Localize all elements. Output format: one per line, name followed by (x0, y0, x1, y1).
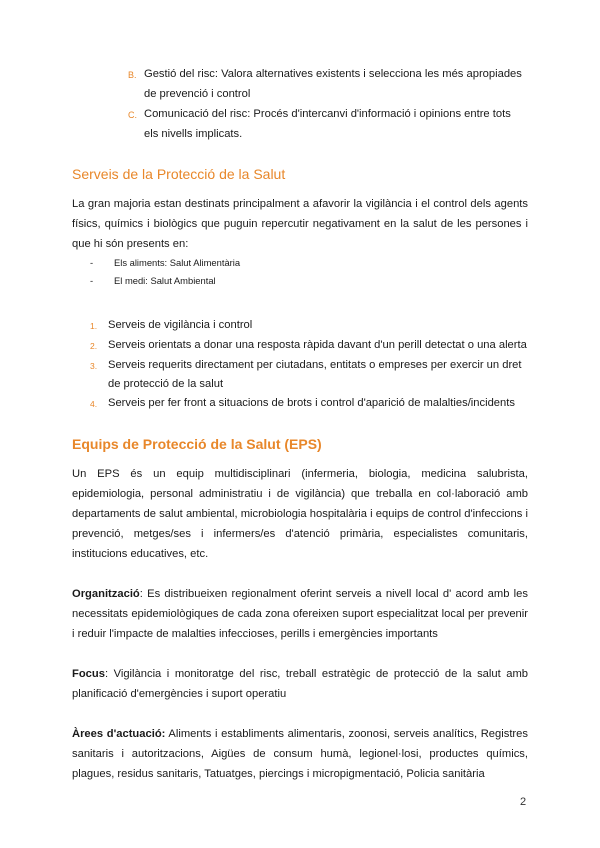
arees-text: Aliments i establiments alimentaris, zoonosi, serveis analítics, Registres sanitaris i autoritzacions, Aigües de consum humà, legionel·losi, productes químics, plagues, residus sanitaris, Tatuatges, piercings i micropigmentació, Policia sanitària (72, 728, 528, 780)
focus-label: Focus (72, 668, 105, 680)
list-marker: B. (128, 70, 137, 80)
section-intro-eps: Un EPS és un equip multidisciplinari (infermeria, biologia, medicina salubrista, epidemiologia, personal administratiu i de vigilància) que treballa en col·laboració amb departaments de salut ambiental, microbiologia hospitalària i equips de control d'infeccions i prevenció, metges/ses i infermers/es d'atenció primària, especialistes comunitaris, institucions educatives, etc. (72, 468, 528, 560)
list-marker: - (90, 257, 94, 268)
numbered-list (90, 316, 528, 414)
list-item (128, 104, 528, 144)
list-item-text: Els aliments: Salut Alimentària (114, 257, 241, 268)
arees-label: Àrees d'actuació: (72, 728, 166, 740)
list-item-text: Serveis per fer front a situacions de brots i control d'aparició de malalties/incidents (108, 397, 515, 409)
list-marker: C. (128, 110, 137, 120)
list-item-text: Serveis requerits directament per ciutadans, entitats o empreses per exercir un dret de protecció de la salut (108, 359, 522, 390)
focus-paragraph (72, 664, 528, 704)
list-item (90, 394, 528, 414)
page-number: 2 (520, 796, 527, 808)
dash-list (90, 254, 528, 290)
risk-list (128, 64, 528, 144)
list-item (90, 336, 528, 356)
list-item-text: Serveis orientats a donar una resposta ràpida davant d'un perill detectat o una alerta (108, 339, 527, 351)
focus-text: : Vigilància i monitoratge del risc, treball estratègic de protecció de la salut amb planificació d'emergències i suport operatiu (72, 668, 528, 700)
organitzacio-paragraph (72, 584, 528, 644)
list-marker: 1. (90, 321, 98, 331)
organitzacio-label: Organització (72, 588, 140, 600)
list-item-text: El medi: Salut Ambiental (114, 275, 216, 286)
document-page (72, 64, 528, 784)
list-item (90, 254, 528, 272)
list-item-text: Comunicació del risc: Procés d'intercanvi d'informació i opinions entre tots els nivells implicats. (144, 108, 511, 140)
organitzacio-text: : Es distribueixen regionalment oferint serveis a nivell local d' acord amb les necessitats epidemiològiques de cada zona ofereixen suport especialitzat local per prevenir i reduir l'impacte de malalties infeccioses, perills i emergències importants (72, 588, 528, 640)
list-marker: 3. (90, 361, 98, 371)
list-item (90, 356, 528, 394)
section-heading-eps: Equips de Protecció de la Salut (EPS) (72, 436, 322, 452)
section-intro-serveis: La gran majoria estan destinats principalment a afavorir la vigilància i el control dels agents físics, químics i biològics que puguin repercutir negativament en la salut de les persones i que hi són presents en: (72, 198, 528, 250)
list-marker: 4. (90, 399, 98, 409)
arees-paragraph (72, 724, 528, 784)
list-item-text: Gestió del risc: Valora alternatives existents i selecciona les més apropiades de prevenció i control (144, 68, 522, 100)
section-heading-serveis: Serveis de la Protecció de la Salut (72, 166, 286, 182)
list-item (128, 64, 528, 104)
list-item-text: Serveis de vigilància i control (108, 319, 253, 331)
list-marker: 2. (90, 341, 98, 351)
list-item (90, 272, 528, 290)
list-item (90, 316, 528, 336)
list-marker: - (90, 275, 94, 286)
